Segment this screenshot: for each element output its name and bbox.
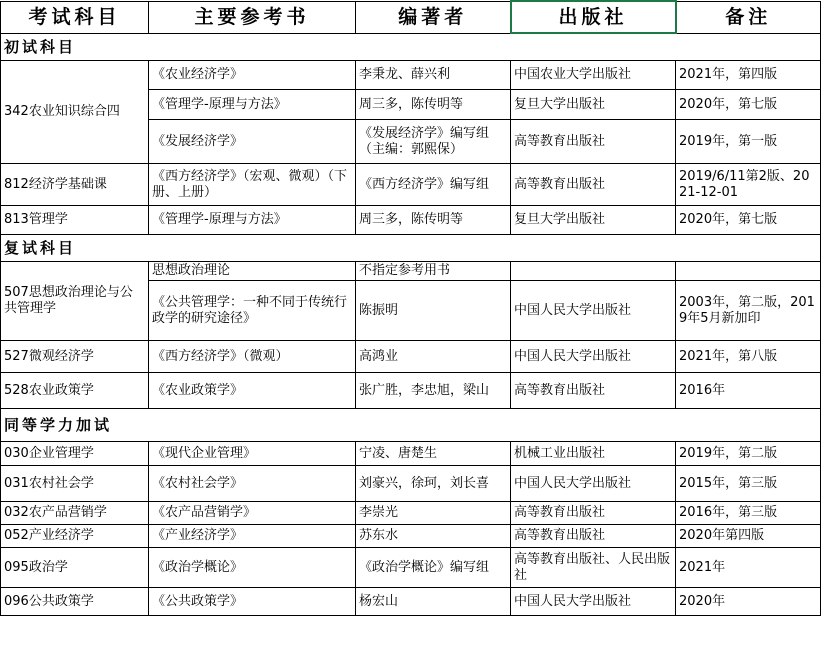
book-cell: 《公共政策学》 <box>149 588 356 616</box>
table-row <box>1 206 821 235</box>
subject-cell: 052产业经济学 <box>1 525 149 548</box>
subject-cell: 813管理学 <box>1 206 149 235</box>
table-row <box>1 502 821 525</box>
author-cell: 杨宏山 <box>356 588 511 616</box>
note-cell: 2020年，第七版 <box>676 90 821 120</box>
author-cell: 李崇光 <box>356 502 511 525</box>
table-row <box>1 525 821 548</box>
author-cell: 周三多，陈传明等 <box>356 206 511 235</box>
subject-cell: 030企业管理学 <box>1 442 149 466</box>
header-book: 主要参考书 <box>149 1 356 33</box>
note-cell: 2021年，第四版 <box>676 61 821 90</box>
author-cell: 高鸿业 <box>356 341 511 373</box>
table-row <box>1 373 821 409</box>
book-cell: 《农产品营销学》 <box>149 502 356 525</box>
header-note: 备注 <box>676 1 821 33</box>
publisher-cell: 中国人民大学出版社 <box>511 281 676 341</box>
author-cell: 刘豪兴，徐珂，刘长喜 <box>356 466 511 502</box>
book-cell: 《管理学-原理与方法》 <box>149 90 356 120</box>
book-cell: 《产业经济学》 <box>149 525 356 548</box>
section-row <box>1 409 821 442</box>
subject-cell: 527微观经济学 <box>1 341 149 373</box>
publisher-cell: 复旦大学出版社 <box>511 206 676 235</box>
table-row <box>1 588 821 616</box>
publisher-cell: 高等教育出版社 <box>511 373 676 409</box>
note-cell: 2003年，第二版，2019年5月新加印 <box>676 281 821 341</box>
author-cell: 苏东水 <box>356 525 511 548</box>
book-cell: 《政治学概论》 <box>149 548 356 588</box>
subject-cell: 096公共政策学 <box>1 588 149 616</box>
author-cell: 陈振明 <box>356 281 511 341</box>
note-cell: 2019年，第一版 <box>676 120 821 164</box>
section-row <box>1 33 821 61</box>
book-cell: 《农业政策学》 <box>149 373 356 409</box>
header-publisher[interactable]: 出版社 <box>511 1 676 33</box>
note-cell: 2016年，第三版 <box>676 502 821 525</box>
publisher-cell: 高等教育出版社、人民出版社 <box>511 548 676 588</box>
author-cell: 《西方经济学》编写组 <box>356 164 511 206</box>
author-cell: 宁凌、唐楚生 <box>356 442 511 466</box>
book-cell: 《发展经济学》 <box>149 120 356 164</box>
note-cell: 2015年，第三版 <box>676 466 821 502</box>
book-cell: 《管理学-原理与方法》 <box>149 206 356 235</box>
header-row <box>1 1 821 33</box>
publisher-cell: 高等教育出版社 <box>511 164 676 206</box>
subject-cell: 342农业知识综合四 <box>1 61 149 164</box>
book-cell: 《农业经济学》 <box>149 61 356 90</box>
book-cell: 《西方经济学》（宏观、微观）（下册、上册） <box>149 164 356 206</box>
note-cell: 2021年，第八版 <box>676 341 821 373</box>
note-cell: 2016年 <box>676 373 821 409</box>
author-cell: 张广胜，李忠旭，梁山 <box>356 373 511 409</box>
note-cell: 2020年，第七版 <box>676 206 821 235</box>
author-cell: 《发展经济学》编写组（主编：郭熙保） <box>356 120 511 164</box>
publisher-cell: 中国人民大学出版社 <box>511 341 676 373</box>
publisher-cell: 中国人民大学出版社 <box>511 466 676 502</box>
note-cell: 2020年 <box>676 588 821 616</box>
publisher-cell: 中国人民大学出版社 <box>511 588 676 616</box>
subject-cell: 507思想政治理论与公共管理学 <box>1 262 149 341</box>
publisher-cell: 复旦大学出版社 <box>511 90 676 120</box>
author-cell: 周三多，陈传明等 <box>356 90 511 120</box>
book-cell: 《公共管理学：一种不同于传统行政学的研究途径》 <box>149 281 356 341</box>
book-cell: 《农村社会学》 <box>149 466 356 502</box>
note-cell: 2021年 <box>676 548 821 588</box>
header-subject: 考试科目 <box>1 1 149 33</box>
publisher-cell: 机械工业出版社 <box>511 442 676 466</box>
table-row <box>1 341 821 373</box>
table-row <box>1 164 821 206</box>
publisher-cell: 高等教育出版社 <box>511 525 676 548</box>
subject-cell: 032农产品营销学 <box>1 502 149 525</box>
publisher-cell: 中国农业大学出版社 <box>511 61 676 90</box>
subject-cell: 031农村社会学 <box>1 466 149 502</box>
table-row <box>1 548 821 588</box>
publisher-cell <box>511 262 676 281</box>
table-row <box>1 466 821 502</box>
note-cell <box>676 262 821 281</box>
book-cell: 《现代企业管理》 <box>149 442 356 466</box>
author-cell: 《政治学概论》编写组 <box>356 548 511 588</box>
author-cell: 李秉龙、薛兴利 <box>356 61 511 90</box>
table-row <box>1 61 821 90</box>
subject-cell: 528农业政策学 <box>1 373 149 409</box>
header-author: 编著者 <box>356 1 511 33</box>
table-row <box>1 262 821 281</box>
section-equivalent: 同等学力加试 <box>1 409 821 442</box>
book-cell: 思想政治理论 <box>149 262 356 281</box>
publisher-cell: 高等教育出版社 <box>511 120 676 164</box>
author-cell: 不指定参考用书 <box>356 262 511 281</box>
book-cell: 《西方经济学》（微观） <box>149 341 356 373</box>
section-row <box>1 235 821 262</box>
note-cell: 2019年，第二版 <box>676 442 821 466</box>
note-cell: 2019/6/11第2版、2021-12-01 <box>676 164 821 206</box>
subject-cell: 812经济学基础课 <box>1 164 149 206</box>
note-cell: 2020年第四版 <box>676 525 821 548</box>
section-initial: 初试科目 <box>1 33 821 61</box>
publisher-cell: 高等教育出版社 <box>511 502 676 525</box>
subject-cell: 095政治学 <box>1 548 149 588</box>
table-row <box>1 442 821 466</box>
section-retest: 复试科目 <box>1 235 821 262</box>
